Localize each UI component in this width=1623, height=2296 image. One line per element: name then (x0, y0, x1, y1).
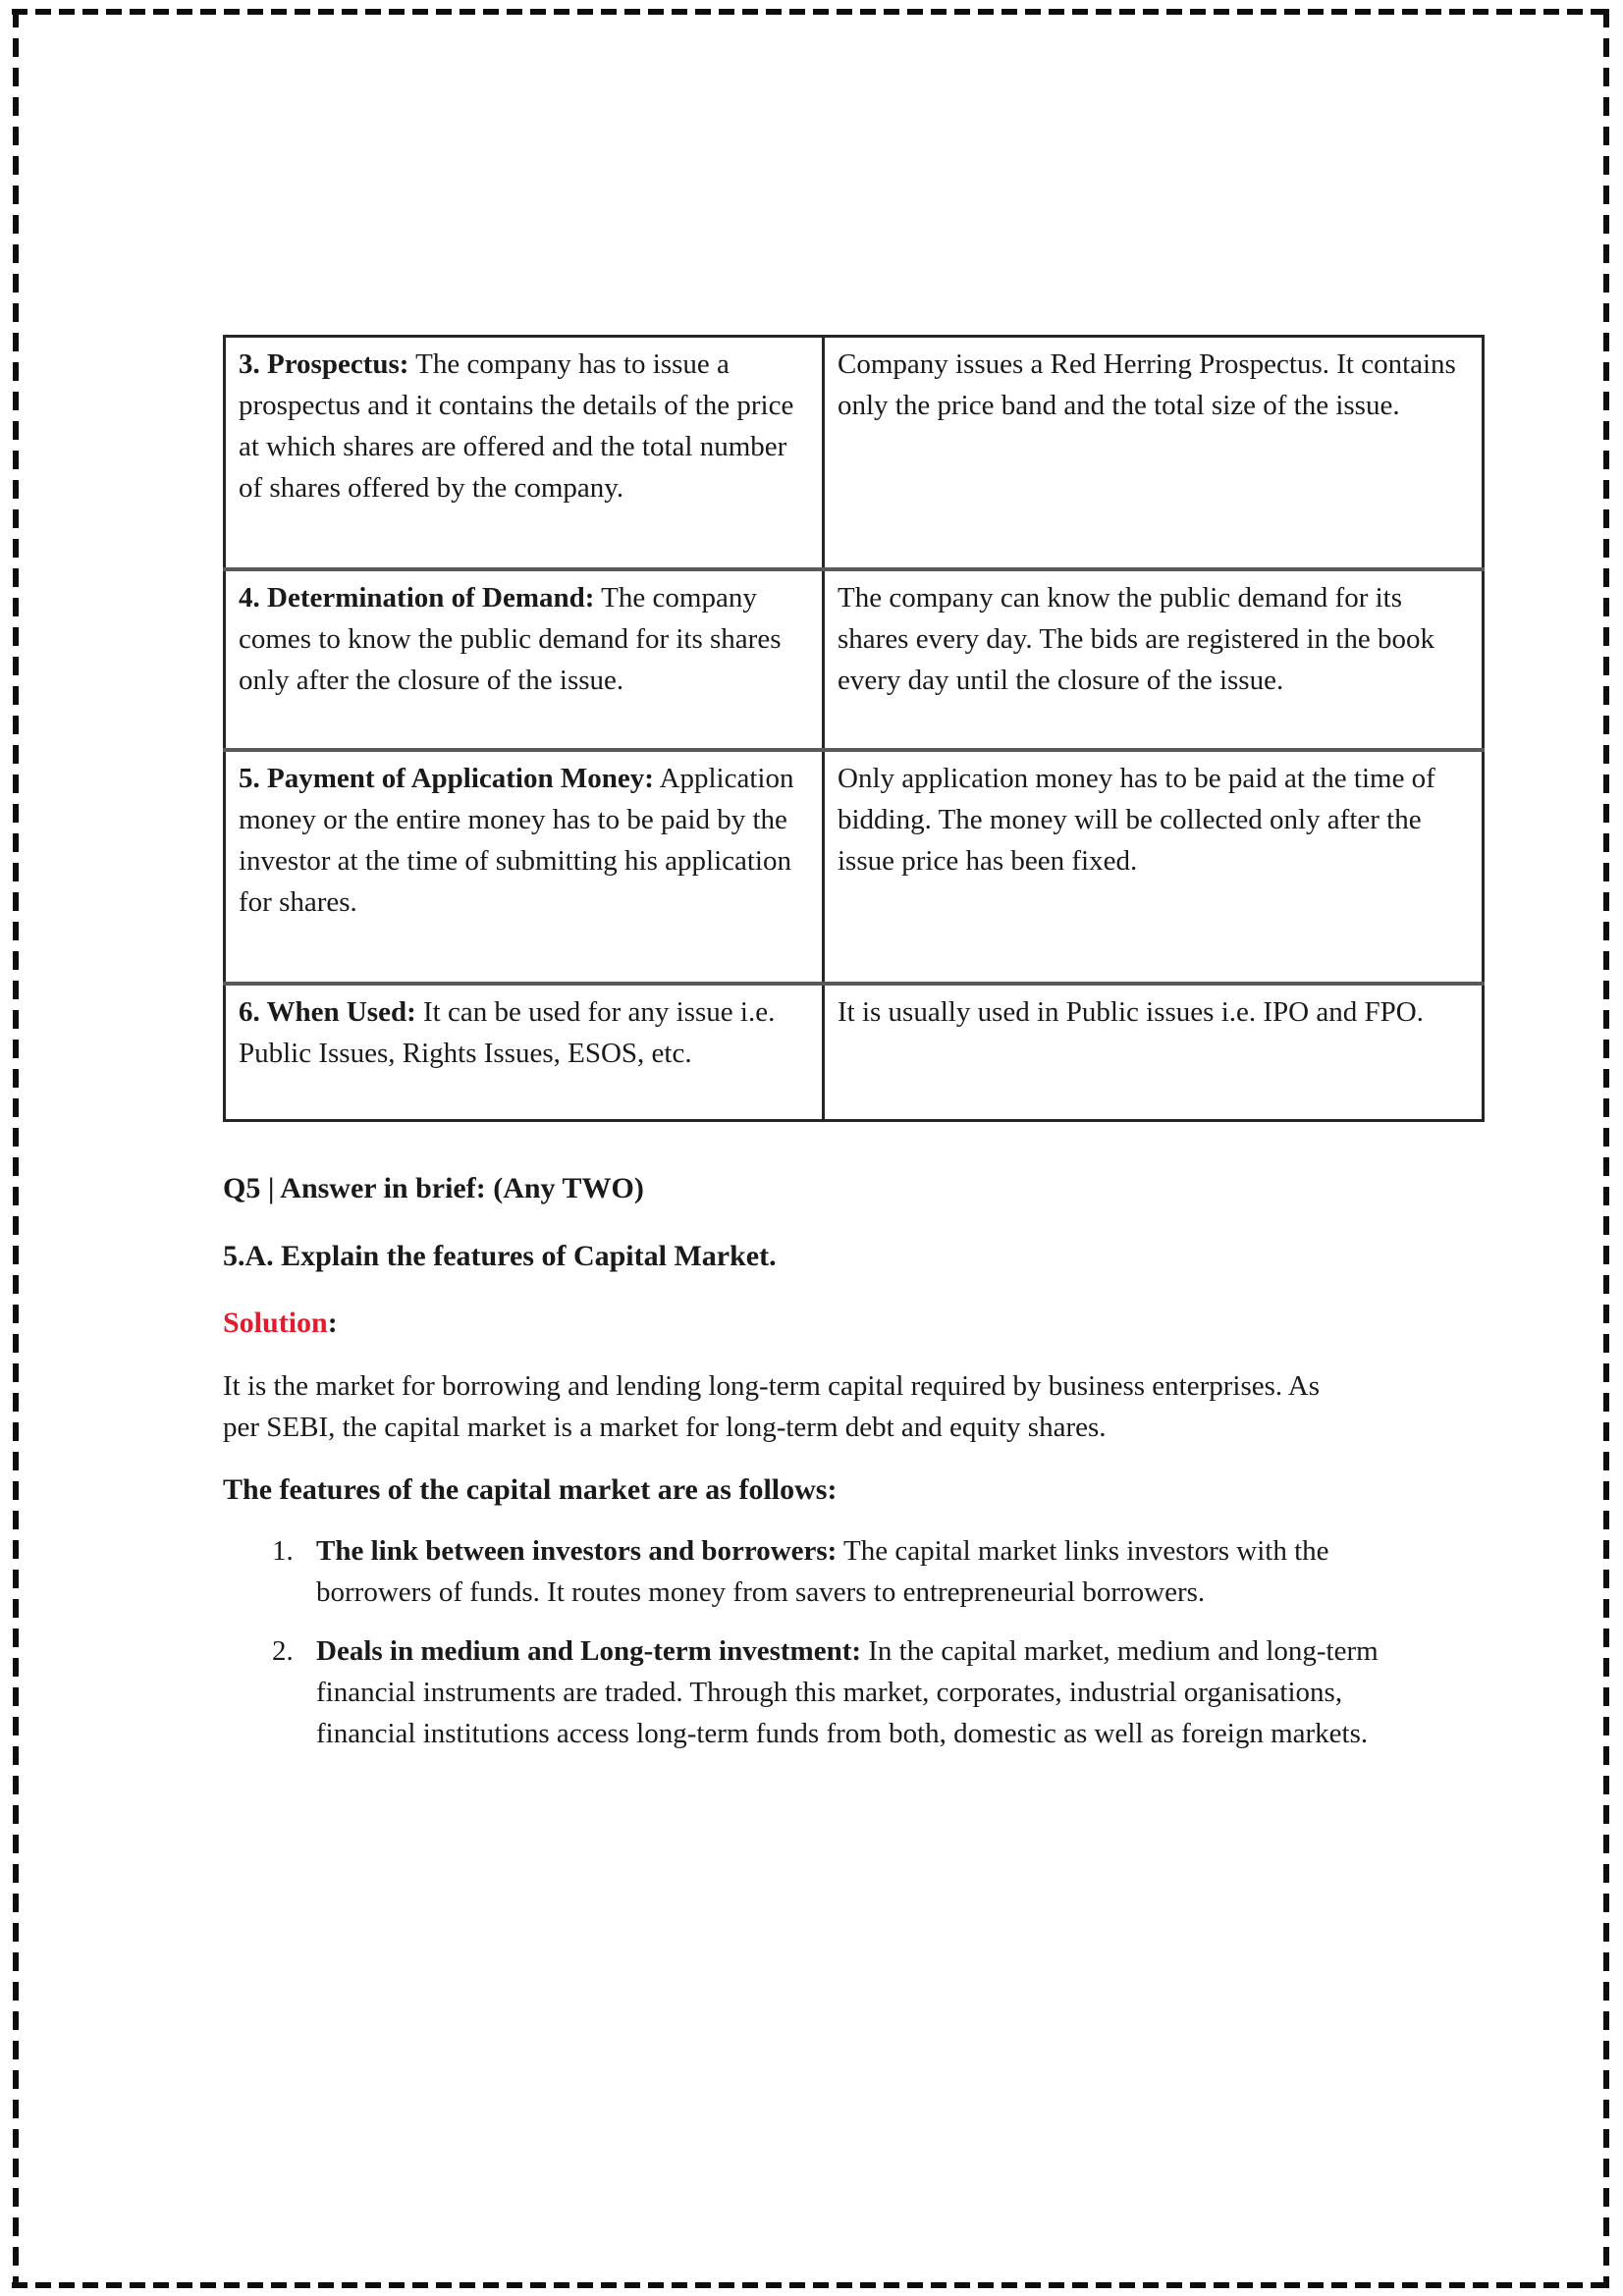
row-term: 4. Determination of Demand: (239, 581, 595, 614)
solution-label: Solution (223, 1307, 328, 1339)
comparison-table-body (225, 337, 1484, 1121)
question-5-heading: Q5 | Answer in brief: (Any TWO) (223, 1172, 644, 1204)
table-cell-book-building (824, 750, 1484, 984)
table-row (225, 984, 1484, 1121)
capital-market-intro-paragraph: It is the market for borrowing and lending long-term capital required by business enterprises. As per SEBI, the capital market is a market for long-term debt and equity shares. (223, 1370, 1321, 1443)
page-border-bottom (12, 2282, 1610, 2288)
table-row (225, 750, 1484, 984)
row-description: It can be used for any issue i.e. Public Issues, Rights Issues, ESOS, etc. (239, 995, 776, 1069)
table-cell-fixed-price (225, 337, 824, 569)
question-5a-heading: 5.A. Explain the features of Capital Market. (223, 1240, 777, 1272)
feature-description: The capital market links investors with the borrowers of funds. It routes money from savers to entrepreneurial borrowers. (316, 1535, 1329, 1608)
table-row (225, 337, 1484, 569)
list-item (223, 1530, 1485, 1613)
row-comparison: Company issues a Red Herring Prospectus. It contains only the price band and the total size of the issue. (838, 348, 1456, 421)
row-description: Application money or the entire money has to be paid by the investor at the time of submitting his application for shares. (239, 762, 794, 918)
row-description: The company comes to know the public demand for its shares only after the closure of the issue. (239, 581, 782, 696)
list-item-number: 2. (272, 1635, 294, 1667)
table-cell-book-building (824, 984, 1484, 1121)
feature-title: The link between investors and borrowers: (316, 1535, 838, 1567)
row-comparison: Only application money has to be paid at the time of bidding. The money will be collected only after the issue price has been fixed. (838, 762, 1435, 877)
table-cell-fixed-price (225, 750, 824, 984)
list-item-text (316, 1630, 1421, 1754)
page-border-top (12, 9, 1610, 15)
page-border-right (1603, 9, 1609, 2288)
features-list (223, 1530, 1485, 1754)
row-term: 6. When Used: (239, 995, 416, 1028)
comparison-table (223, 335, 1485, 1122)
list-item-number: 1. (272, 1535, 294, 1567)
solution-label-line (223, 1303, 1485, 1344)
table-row (225, 569, 1484, 750)
row-description: The company has to issue a prospectus and it contains the details of the price at which shares are offered and the total number of shares offered by the company. (239, 348, 794, 504)
row-term: 3. Prospectus: (239, 348, 409, 380)
solution-colon: : (327, 1307, 338, 1339)
answer-sections (223, 1125, 1485, 1754)
feature-title: Deals in medium and Long-term investment: (316, 1635, 862, 1667)
feature-description: In the capital market, medium and long-term financial instruments are traded. Through this market, corporates, industrial organisations, financial institutions access long-term funds from both, domestic as well as foreign markets. (316, 1635, 1379, 1749)
table-cell-book-building (824, 569, 1484, 750)
list-item (223, 1630, 1485, 1754)
row-comparison: The company can know the public demand for its shares every day. The bids are registered in the book every day until the closure of the issue. (838, 581, 1434, 696)
table-cell-fixed-price (225, 984, 824, 1121)
page-border-left (13, 9, 19, 2288)
features-heading: The features of the capital market are as follows: (223, 1473, 838, 1506)
list-item-text (316, 1530, 1421, 1613)
row-comparison: It is usually used in Public issues i.e. IPO and FPO. (838, 995, 1424, 1028)
table-cell-book-building (824, 337, 1484, 569)
row-term: 5. Payment of Application Money: (239, 762, 654, 794)
table-cell-fixed-price (225, 569, 824, 750)
